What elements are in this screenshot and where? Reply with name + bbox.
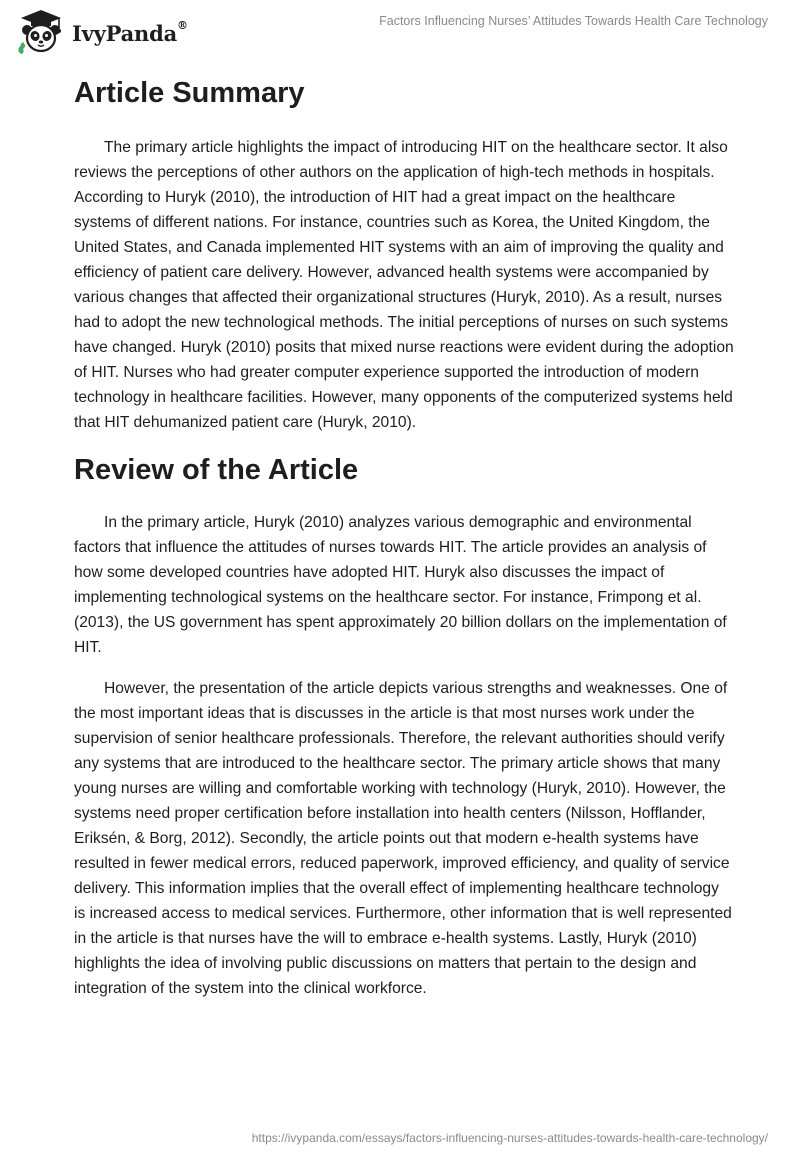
article-content: [74, 70, 734, 1001]
paragraph: However, the presentation of the article depicts various strengths and weaknesses. One of the most important ideas that is discusses in the article is that most nurses work under the supervision of senior healthcare professionals. Therefore, the relevant authorities should verify any systems that are introduced to the healthcare sector. The primary article shows that many young nurses are willing and comfortable working with technology (Huryk, 2010). However, the systems need proper certification before installation into health centers (Nilsson, Hofflander, Eriksén, & Borg, 2012). Secondly, the article points out that modern e-health systems have resulted in fewer medical errors, reduced paperwork, improved efficiency, and quality of service delivery. This information implies that the overall effect of implementing healthcare technology is increased access to medical services. Furthermore, other information that is well represented in the article is that nurses have the will to embrace e-health systems. Lastly, Huryk (2010) highlights the idea of involving public discussions on matters that pertain to the design and integration of the system into the clinical workforce.: [74, 680, 732, 997]
document-title: Factors Influencing Nurses’ Attitudes Towards Health Care Technology: [379, 14, 768, 28]
section-heading: Review of the Article: [74, 454, 359, 486]
page-header: [0, 0, 800, 64]
section-heading: Article Summary: [74, 77, 305, 109]
paragraph: In the primary article, Huryk (2010) analyzes various demographic and environmental factors that influence the attitudes of nurses towards HIT. The article provides an analysis of how some developed countries have adopted HIT. Huryk also discusses the impact of implementing technological systems on the healthcare sector. For instance, Frimpong et al. (2013), the US government has spent approximately 20 billion dollars on the implementation of HIT.: [74, 514, 727, 656]
source-url-link[interactable]: https://ivypanda.com/essays/factors-influencing-nurses-attitudes-towards-health-care-technology/: [251, 1131, 768, 1145]
panda-graduate-icon: [14, 8, 68, 56]
logo-text: IvyPanda®: [72, 18, 188, 46]
paragraph: The primary article highlights the impact of introducing HIT on the healthcare sector. It also reviews the perceptions of other authors on the application of high-tech methods in hospitals. According to Huryk (2010), the introduction of HIT had a great impact on the healthcare systems of different nations. For instance, countries such as Korea, the United Kingdom, the United States, and Canada implemented HIT systems with an aim of improving the quality and efficiency of patient care delivery. However, advanced health systems were accompanied by various changes that affected their organizational structures (Huryk, 2010). As a result, nurses had to adopt the new technological methods. The initial perceptions of nurses on such systems have changed. Huryk (2010) posits that mixed nurse reactions were evident during the adoption of HIT. Nurses who had greater computer experience supported the introduction of modern technology in healthcare facilities. However, many opponents of the computerized systems held that HIT dehumanized patient care (Huryk, 2010).: [74, 139, 734, 431]
ivypanda-logo[interactable]: [14, 8, 188, 56]
registered-mark: ®: [177, 18, 188, 32]
